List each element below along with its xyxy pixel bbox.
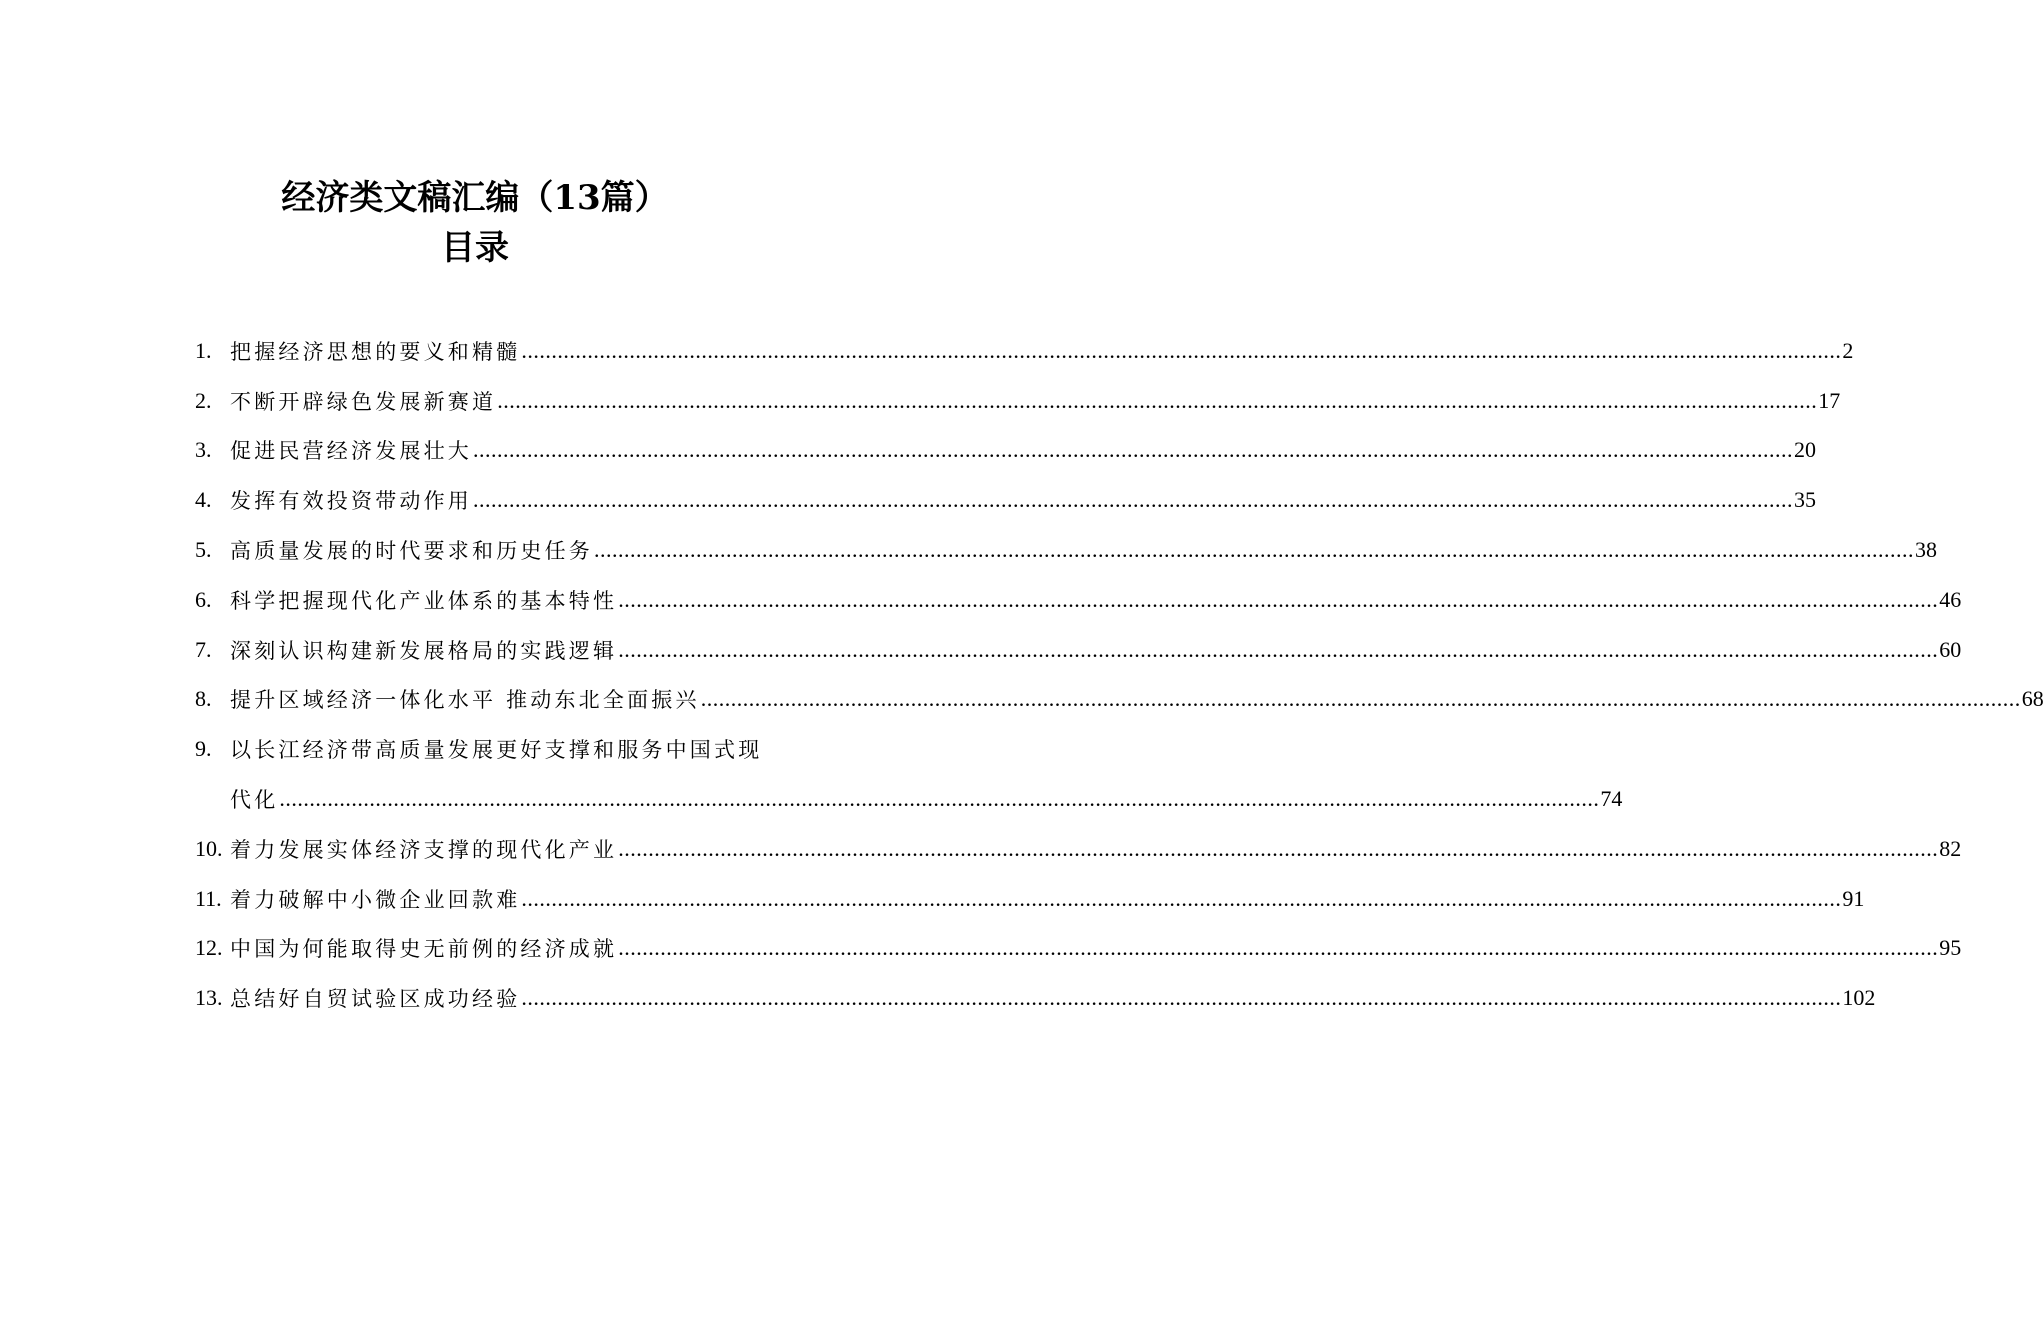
toc-leader-dots: ............................................................................................................................................................................................................................ bbox=[473, 437, 1793, 463]
toc-entry[interactable] bbox=[195, 625, 1962, 675]
toc-entry-page: 46 bbox=[1939, 586, 1962, 612]
toc-leader-dots: ............................................................................................................................................................................................................................ bbox=[473, 487, 1793, 513]
toc-entry-page: 91 bbox=[1842, 885, 1865, 911]
toc-entry-title: 高质量发展的时代要求和历史任务 bbox=[230, 539, 593, 564]
toc-entry-page: 95 bbox=[1939, 935, 1962, 961]
toc-leader-dots: ............................................................................................................................................................................................................................ bbox=[594, 537, 1914, 563]
toc-entry-number: 9. bbox=[195, 736, 212, 762]
toc-leader-dots: ............................................................................................................................................................................................................................ bbox=[521, 337, 1842, 363]
toc-entry-title: 不断开辟绿色发展新赛道 bbox=[230, 389, 497, 414]
toc-leader-dots: ............................................................................................................................................................................................................................ bbox=[521, 885, 1842, 911]
toc-entry-page: 38 bbox=[1915, 537, 1937, 563]
toc-entry[interactable] bbox=[195, 824, 1962, 874]
toc-entry-continuation[interactable] bbox=[195, 774, 1623, 824]
toc-entry-number: 8. bbox=[195, 686, 212, 712]
toc-entry-title: 着力发展实体经济支撑的现代化产业 bbox=[230, 837, 618, 862]
toc-entry-title: 促进民营经济发展壮大 bbox=[230, 439, 472, 464]
toc-entry-page: 60 bbox=[1939, 636, 1962, 662]
toc-leader-dots: ............................................................................................................................................................................................................................ bbox=[279, 786, 1600, 812]
toc-entry-number: 3. bbox=[195, 437, 212, 463]
toc-leader-dots: ............................................................................................................................................................................................................................ bbox=[618, 636, 1939, 662]
toc-entry[interactable] bbox=[195, 575, 1962, 625]
toc-entry-number: 5. bbox=[195, 537, 212, 563]
toc-leader-dots: ............................................................................................................................................................................................................................ bbox=[497, 387, 1818, 413]
toc-entry-number: 2. bbox=[195, 387, 212, 413]
toc-entry-page: 2 bbox=[1842, 337, 1854, 363]
toc-entry-title: 科学把握现代化产业体系的基本特性 bbox=[230, 588, 618, 613]
toc-entry-number: 10. bbox=[195, 835, 223, 861]
toc-entry-number: 7. bbox=[195, 636, 212, 662]
toc-entry[interactable] bbox=[195, 874, 1865, 924]
toc-entry[interactable] bbox=[195, 475, 1816, 525]
toc-entry-number: 6. bbox=[195, 586, 212, 612]
toc-entry-number: 12. bbox=[195, 935, 223, 961]
toc-entry-title: 提升区域经济一体化水平 推动东北全面振兴 bbox=[230, 688, 700, 713]
toc-entry[interactable] bbox=[195, 973, 1876, 1023]
toc-entry-title: 着力破解中小微企业回款难 bbox=[230, 887, 521, 912]
toc-entry[interactable] bbox=[195, 675, 2044, 725]
toc-entry[interactable] bbox=[195, 326, 1854, 376]
toc-entry[interactable] bbox=[195, 724, 805, 774]
document-title: 经济类文稿汇编（13篇） bbox=[281, 178, 669, 218]
toc-entry-page: 35 bbox=[1794, 487, 1816, 513]
toc-entry-number: 1. bbox=[195, 337, 212, 363]
toc-entry-title: 深刻认识构建新发展格局的实践逻辑 bbox=[230, 638, 618, 663]
toc-entry-title-continued: 代化 bbox=[230, 788, 279, 813]
toc-leader-dots: ............................................................................................................................................................................................................................ bbox=[618, 586, 1939, 612]
toc-heading: 目录 bbox=[441, 228, 509, 268]
toc-entry-title: 以长江经济带高质量发展更好支撑和服务中国式现 bbox=[230, 738, 763, 763]
toc-entry-page: 102 bbox=[1842, 985, 1876, 1011]
toc-entry-page: 20 bbox=[1794, 437, 1816, 463]
toc-entry-title: 发挥有效投资带动作用 bbox=[230, 489, 472, 514]
toc-entry[interactable] bbox=[195, 924, 1962, 974]
toc-entry-page: 74 bbox=[1600, 786, 1623, 812]
toc-entry-title: 总结好自贸试验区成功经验 bbox=[230, 987, 521, 1012]
toc-entry-page: 82 bbox=[1939, 835, 1962, 861]
toc-entry-number: 4. bbox=[195, 487, 212, 513]
toc-entry-page: 68 bbox=[2021, 686, 2044, 712]
toc-entry-number: 13. bbox=[195, 985, 223, 1011]
toc-entry-number: 11. bbox=[195, 885, 222, 911]
toc-entry-title: 中国为何能取得史无前例的经济成就 bbox=[230, 937, 618, 962]
toc-entry[interactable] bbox=[195, 426, 1816, 476]
toc-entry[interactable] bbox=[195, 525, 1937, 575]
toc-entry-title: 把握经济思想的要义和精髓 bbox=[230, 339, 521, 364]
table-of-contents bbox=[195, 326, 2044, 1023]
toc-entry[interactable] bbox=[195, 376, 1841, 426]
toc-entry-page: 17 bbox=[1818, 387, 1841, 413]
toc-leader-dots: ............................................................................................................................................................................................................................ bbox=[700, 686, 2021, 712]
toc-leader-dots: ............................................................................................................................................................................................................................ bbox=[618, 935, 1939, 961]
toc-leader-dots: ............................................................................................................................................................................................................................ bbox=[521, 985, 1842, 1011]
toc-leader-dots: ............................................................................................................................................................................................................................ bbox=[618, 835, 1939, 861]
